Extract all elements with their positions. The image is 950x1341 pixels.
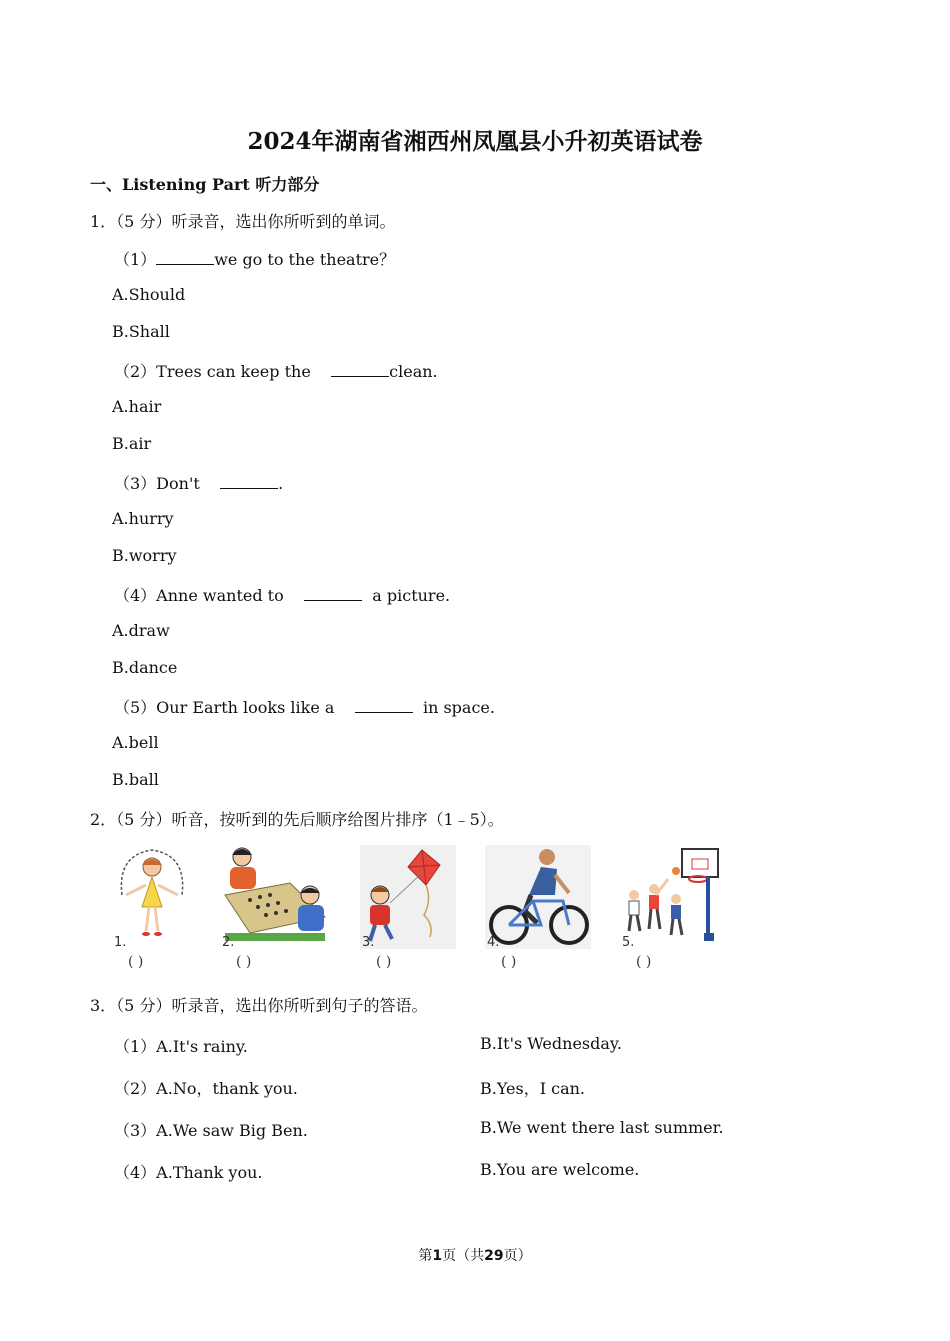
q1-item-4-option-b: B.dance bbox=[112, 658, 178, 677]
q1-item-1-option-b: B.Shall bbox=[112, 322, 170, 341]
q3-item-3-option-b: B.We went there last summer. bbox=[480, 1118, 724, 1137]
question-1-stem: 1．（5 分）听录音，选出你所听到的单词。 bbox=[90, 212, 396, 231]
q3-item-2-option-b: B.Yes，I can. bbox=[480, 1079, 585, 1098]
q1-item-3: （3）Don't . bbox=[114, 474, 284, 493]
picture-4 bbox=[485, 845, 595, 970]
q3-item-4-option-a: （4）A.Thank you. bbox=[114, 1163, 263, 1182]
q3-item-4-option-b: B.You are welcome. bbox=[480, 1160, 640, 1179]
man-riding-bike-icon bbox=[485, 845, 595, 950]
question-2-stem: 2．（5 分）听音，按听到的先后顺序给图片排序（1﹣5）。 bbox=[90, 810, 504, 829]
answer-blank bbox=[156, 250, 214, 265]
answer-blank bbox=[304, 586, 362, 601]
answer-parentheses: ( ) bbox=[128, 954, 144, 970]
q1-item-4-option-a: A.draw bbox=[112, 621, 170, 640]
q3-item-1-option-a: （1）A.It's rainy. bbox=[114, 1037, 248, 1056]
picture-5 bbox=[620, 845, 730, 970]
picture-number: 4. bbox=[487, 935, 500, 950]
q3-item-1-option-b: B.It's Wednesday. bbox=[480, 1034, 622, 1053]
q1-item-1: （1） we go to the theatre？ bbox=[114, 250, 396, 269]
q1-item-1-option-a: A.Should bbox=[112, 285, 186, 304]
q3-item-3-option-a: （3）A.We saw Big Ben. bbox=[114, 1121, 308, 1140]
kids-playing-chess-icon bbox=[220, 845, 330, 950]
q1-item-5: （5）Our Earth looks like a in space. bbox=[114, 698, 495, 717]
page-title: 2024年湖南省湘西州凤凰县小升初英语试卷 bbox=[247, 128, 703, 155]
q1-item-2-option-b: B.air bbox=[112, 434, 152, 453]
picture-2 bbox=[220, 845, 330, 970]
girl-skipping-rope-icon bbox=[112, 845, 222, 950]
q1-item-5-option-b: B.ball bbox=[112, 770, 159, 789]
section-heading-listening: 一、Listening Part 听力部分 bbox=[90, 175, 320, 194]
q1-item-2-option-a: A.hair bbox=[112, 397, 162, 416]
picture-3 bbox=[360, 845, 470, 970]
page-footer: 第1页（共29页） bbox=[418, 1248, 532, 1264]
current-page-number: 1 bbox=[432, 1248, 443, 1264]
answer-parentheses: ( ) bbox=[236, 954, 252, 970]
q1-item-5-option-a: A.bell bbox=[112, 733, 159, 752]
picture-number: 1. bbox=[114, 935, 127, 950]
total-pages: 29 bbox=[484, 1248, 504, 1264]
answer-parentheses: ( ) bbox=[501, 954, 517, 970]
kids-playing-basketball-icon bbox=[620, 845, 730, 950]
picture-number: 3. bbox=[362, 935, 375, 950]
q1-item-3-option-b: B.worry bbox=[112, 546, 177, 565]
q1-item-2: （2）Trees can keep the clean. bbox=[114, 362, 438, 381]
q3-item-2-option-a: （2）A.No，thank you. bbox=[114, 1079, 298, 1098]
picture-1 bbox=[112, 845, 222, 970]
boy-flying-kite-icon bbox=[360, 845, 470, 950]
answer-blank bbox=[331, 362, 389, 377]
q1-item-3-option-a: A.hurry bbox=[112, 509, 174, 528]
answer-parentheses: ( ) bbox=[636, 954, 652, 970]
answer-blank bbox=[220, 474, 278, 489]
q1-item-4: （4）Anne wanted to a picture. bbox=[114, 586, 451, 605]
answer-blank bbox=[355, 698, 413, 713]
picture-number: 2. bbox=[222, 935, 235, 950]
picture-number: 5. bbox=[622, 935, 635, 950]
question-3-stem: 3．（5 分）听录音，选出你所听到句子的答语。 bbox=[90, 996, 428, 1015]
answer-parentheses: ( ) bbox=[376, 954, 392, 970]
